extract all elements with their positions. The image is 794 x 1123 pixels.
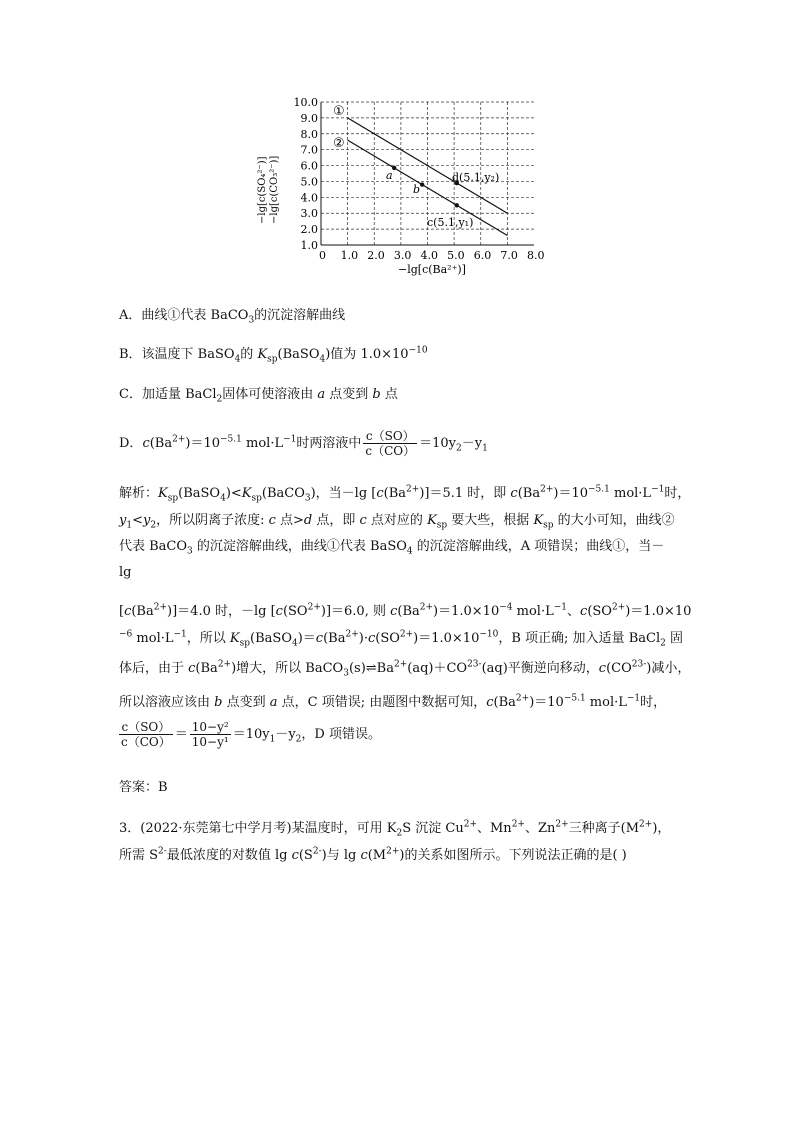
x-tick-label: 3.0	[393, 249, 412, 262]
x-tick-label: 1.0	[340, 249, 359, 262]
fraction-right: $\frac{\text{10−y²}}{\text{10−y¹}}$	[191, 720, 229, 749]
y-tick-label: 6.0	[300, 159, 318, 173]
data-point	[455, 203, 459, 207]
y-tick-label: 10.0	[293, 96, 318, 109]
solution-line-7: 体后，由于 $c(Ba^{2+})$增大，所以 $BaCO_3(s)\rightleftharpoons Ba^{2+}(aq)+CO^{23-}(aq)$平衡逆向移动，$c(CO^{23-})$减小，	[119, 659, 691, 679]
point-d-label: d(5.1,y₂)	[452, 171, 500, 184]
answer: 答案：B	[119, 780, 168, 795]
point-a-label: a	[386, 169, 393, 182]
x-tick-labels	[319, 249, 545, 262]
y-tick-label: 4.0	[300, 191, 318, 205]
x-tick-label: 4.0	[420, 249, 438, 262]
solution-line-2: $y_1<y_2$，所以阴离子浓度: c 点>d 点，即 c 点对应的 $K_{sp}$ 要大些，根据 $K_{sp}$ 的大小可知，曲线②	[119, 513, 675, 531]
x-tick-label: 0	[319, 249, 326, 262]
x-axis-label: −lg[c(Ba²⁺)]	[398, 263, 466, 276]
x-tick-label: 8.0	[527, 249, 545, 262]
point-b-label: b	[413, 183, 421, 196]
fraction-left: $\frac{c(SO)}{c(CO)}$	[121, 720, 171, 749]
x-tick-label: 2.0	[367, 249, 385, 262]
option-a: A．曲线①代表 BaCO$_3$的沉淀溶解曲线	[119, 308, 346, 326]
y-tick-label: 5.0	[300, 175, 318, 189]
y-axis-label-2: −lg[c(CO₃²⁻)]	[269, 155, 280, 224]
option-c: C．加适量 BaCl$_2$固体可使溶液由 a 点变到 b 点	[119, 387, 398, 405]
solution-line-1: 解析：$K_{sp}(BaSO_4)<K_{sp}(BaCO_3)$，当－lg $[c(Ba^{2+})]=5.1$ 时，即 $c(Ba^{2+})=10^{-5.1}$ $mol\cdot L^{-1}$时，	[119, 484, 691, 504]
option-d: D．$c(Ba^{2+})=10^{-5.1}$ $mol\cdot L^{-1}$时两溶液中 $\frac{c(SO)}{c(CO)}$ $=10y_2-y_1$	[119, 429, 488, 458]
figure	[250, 92, 550, 287]
solution-line-9: $\frac{c(SO)}{c(CO)}$ ＝ $\frac{\text{10−y²}}{\text{10−y¹}}$ $=10y_1-y_2$，D 项错误。	[121, 720, 381, 749]
question-3-line-1: 3．(2022·东莞第七中学月考)某温度时，可用 $K_2S$ 沉淀 $Cu^{2+}$、$Mn^{2+}$、$Zn^{2+}$三种离子$(M^{2+})$，	[119, 819, 671, 839]
solution-line-8: 所以溶液应该由 b 点变到 a 点，C 项错误; 由题图中数据可知，$c(Ba^{2+})=10^{-5.1}$ $mol\cdot L^{-1}$时，	[119, 693, 667, 710]
solution-line-4: lg	[119, 565, 132, 580]
y-tick-label: 8.0	[300, 127, 318, 141]
x-tick-label: 7.0	[500, 249, 518, 262]
solution-line-5: $[c(Ba^{2+})]=4.0$ 时，－lg $[c(SO^{2+})]=6.0$, 则 $c(Ba^{2+})=1.0\times 10^{-4}$ $mol\cdot L^{-1}$、$c(SO^{2+})=1.0\times 10$	[119, 602, 692, 619]
point-c-label: c(5.1,y₁)	[427, 216, 474, 229]
x-tick-label: 5.0	[447, 249, 465, 262]
y-tick-label: 1.0	[300, 239, 318, 252]
y-tick-label: 2.0	[300, 223, 318, 237]
data-point	[420, 182, 424, 186]
x-tick-label: 6.0	[473, 249, 492, 262]
curve1-label: ①	[333, 104, 345, 119]
y-tick-labels	[294, 96, 319, 252]
option-b: B．该温度下 BaSO$_4$的 $K_{sp}(BaSO_4)$值为 $1.0\times 10^{-10}$	[119, 345, 428, 365]
solution-line-6: $^{-6}$ $mol\cdot L^{-1}$，所以 $K_{sp}(BaSO_4)=c(Ba^{2+})\cdot c(SO^{2+})=1.0\times 10^{-10}$，B 项正确; 加入适量 BaCl$_2$ 固	[119, 629, 683, 649]
question-3-line-2: 所需 $S^{2-}$最低浓度的对数值 $\lg c(S^{2-})$与 $\lg c(M^{2+})$的关系如图所示。下列说法正确的是( )	[119, 846, 627, 863]
y-tick-label: 7.0	[300, 143, 318, 157]
y-axis-label-1: −lg[c(SO₄²⁻)]	[257, 156, 268, 224]
y-tick-label: 3.0	[300, 207, 318, 221]
y-tick-label: 9.0	[300, 111, 318, 125]
solution-line-3: 代表 BaCO$_3$ 的沉淀溶解曲线，曲线①代表 BaSO$_4$ 的沉淀溶解曲线，A 项错误；曲线①，当－	[119, 539, 665, 557]
data-point	[392, 166, 396, 170]
fraction: $\frac{c(SO)}{c(CO)}$	[365, 429, 416, 458]
curve2-label: ②	[333, 136, 345, 151]
